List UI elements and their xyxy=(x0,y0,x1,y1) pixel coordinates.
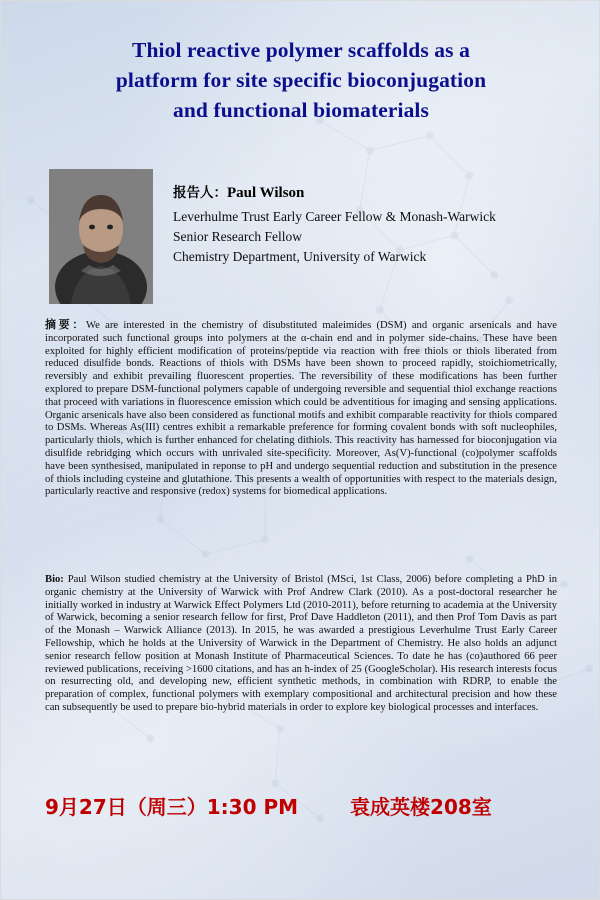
bio-label: Bio: xyxy=(45,574,64,585)
poster-title-line-3: and functional biomaterials xyxy=(173,98,429,122)
speaker-affiliation-line-3: Chemistry Department, University of Warwick xyxy=(173,249,427,264)
poster-title-line-2: platform for site specific bioconjugation xyxy=(115,68,487,92)
event-venue: 袁成英楼208室 xyxy=(350,795,492,819)
speaker-label: 报告人： xyxy=(173,185,227,201)
event-datetime: 9月27日（周三）1:30 PM xyxy=(45,795,299,819)
event-footer xyxy=(45,791,557,820)
speaker-portrait-illustration xyxy=(49,169,153,304)
bio-text: Paul Wilson studied chemistry at the University of Bristol (MSci, 1st Class, 2006) before completing a PhD in organic chemistry at the University of Warwick with Prof Andrew Clark (2010). As a post-doctoral researcher he initially worked in industry at Warwick Effect Polymers Ltd (2010-2011), before returning to academia at the University of Warwick, becoming a senior research fellow for first, Prof Dave Haddleton (2011), and then Prof Tom Davis as part of the Monash – Warwick Alliance (2013). In 2015, he was awarded a prestigious Leverhulme Trust Early Career Fellowship, which he holds at the University of Warwick in the Department of Chemistry. He also holds an adjunct senior research fellow position at Monash Institute of Pharmaceutical Sciences. To date he has (co)authored 66 peer reviewed publications, receiving >1600 citations, and has an h-index of 25 (GoogleScholar). His research interests focus on resurrecting old, and developing new, efficient synthetic methods, in combination with RDRP, to enable the preparation of complex, functional polymers with exemplary compositional and architectural precision and how these can subsequently be used to prepare bio-hybrid materials in order to explore key biological processes and interfaces. xyxy=(45,574,557,713)
bio-section xyxy=(45,574,557,715)
speaker-affiliation-line-1: Leverhulme Trust Early Career Fellow & Monash-Warwick xyxy=(173,209,496,224)
poster-title-line-1: Thiol reactive polymer scaffolds as a xyxy=(132,38,470,62)
abstract-section xyxy=(45,319,557,499)
abstract-text: We are interested in the chemistry of disubstituted maleimides (DSM) and organic arsenicals and have incorporated such functional groups into polymers at the α-chain end and in polymer side-chains. These have been exploited for highly efficient modification of proteins/peptide via reaction with free thiols or thiols liberated from reduced disulfide bonds. Reactions of thiols with DSMs have been shown to proceed rapidly, stoichiometrically, reversibly and exhibit prevailing fluorescent properties. The reversibility of these modifications has been further explored to prepare DSM-functional polymers capable of undergoing reversible and sequential thiol exchange reactions that proceed with variations in fluorescence emission which could be adventitious for imaging and sensing applications. Organic arsenicals have also been considered as functional motifs and exhibit comparable reactivity for thiols compared to DSMs. Whereas As(III) centres exhibit a remarkable preference for forming covalent bonds with soft nucleophiles, particularly thiols, which is further enhanced for chelating dithiols. This reactivity has harnessed for bioconjugation via disulfide rebridging which occurs with unrivaled site-specificity. Moreover, As(V)-functional (co)polymer scaffolds have been synthesised, manipulated in reponse to pH and undergo sequential reduction and substitution in the presence of thiols including cysteine and glutathione. This presents a wealth of opportunities with respect to the materials design, particularly reactive and responsive (redox) systems for biomedical applications. xyxy=(45,320,557,498)
speaker-info xyxy=(173,183,573,267)
speaker-affiliation-line-2: Senior Research Fellow xyxy=(173,229,302,244)
speaker-photo xyxy=(49,169,153,304)
speaker-name-row xyxy=(173,183,573,203)
speaker-name: Paul Wilson xyxy=(227,185,305,201)
abstract-label: 摘要： xyxy=(45,318,86,331)
poster-title xyxy=(43,35,559,125)
